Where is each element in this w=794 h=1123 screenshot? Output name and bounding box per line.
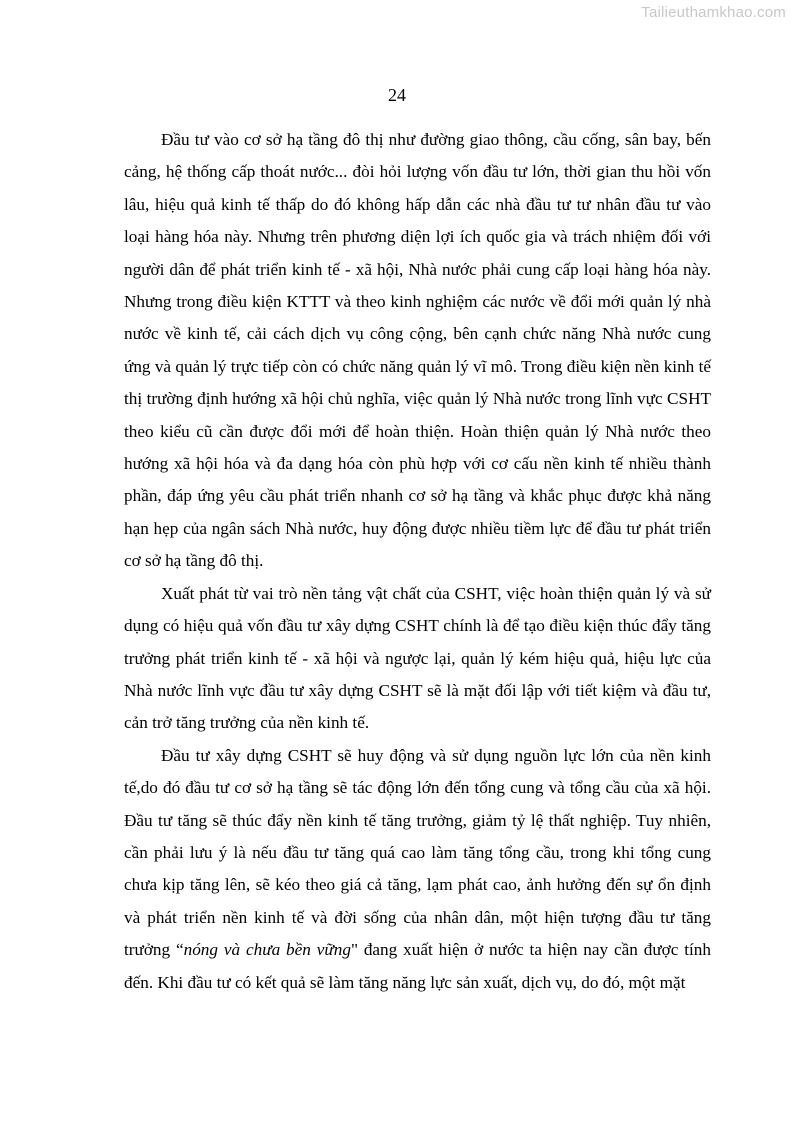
paragraph-infrastructure-investment: [124, 124, 711, 578]
paragraph-text-after-italic: " đang xuất hiện ở nước ta hiện nay cần được tính đến. Khi đầu tư có kết quả sẽ làm tăng năng lực sản xuất, dịch vụ, do đó, một mặt: [124, 940, 711, 992]
paragraph-csht-management: [124, 578, 711, 740]
paragraph-text-before-italic: Đầu tư xây dựng CSHT sẽ huy động và sử dụng nguồn lực lớn của nền kinh tế,do đó đầu tư cơ sở hạ tầng sẽ tác động lớn đến tổng cung và tổng cầu của xã hội. Đầu tư tăng sẽ thúc đẩy nền kinh tế tăng trưởng, giảm tỷ lệ thất nghiệp. Tuy nhiên, cần phải lưu ý là nếu đầu tư tăng quá cao làm tăng tổng cầu, trong khi tổng cung chưa kịp tăng lên, sẽ kéo theo giá cả tăng, lạm phát cao, ảnh hưởng đến sự ổn định và phát triển nền kinh tế và đời sống của nhân dân, một hiện tượng đầu tư tăng trưởng “: [124, 745, 711, 960]
watermark: Tailieuthamkhao.com: [641, 4, 786, 21]
paragraph-text: Đầu tư vào cơ sở hạ tầng đô thị như đường giao thông, cầu cống, sân bay, bến cảng, hệ thống cấp thoát nước... đòi hỏi lượng vốn đầu tư lớn, thời gian thu hồi vốn lâu, hiệu quả kinh tế thấp do đó không hấp dẫn các nhà đầu tư tư nhân đầu tư vào loại hàng hóa này. Nhưng trên phương diện lợi ích quốc gia và trách nhiệm đối với người dân để phát triển kinh tế - xã hội, Nhà nước phải cung cấp loại hàng hóa này. Nhưng trong điều kiện KTTT và theo kinh nghiệm các nước về đổi mới quản lý nhà nước về kinh tế, cải cách dịch vụ công cộng, bên cạnh chức năng Nhà nước cung ứng và quản lý trực tiếp còn có chức năng quản lý vĩ mô. Trong điều kiện nền kinh tế thị trường định hướng xã hội chủ nghĩa, việc quản lý Nhà nước trong lĩnh vực CSHT theo kiểu cũ cần được đổi mới để hoàn thiện. Hoàn thiện quản lý Nhà nước theo hướng xã hội hóa và đa dạng hóa còn phù hợp với cơ cấu nền kinh tế nhiều thành phần, đáp ứng yêu cầu phát triển nhanh cơ sở hạ tầng và khắc phục được khả năng hạn hẹp của ngân sách Nhà nước, huy động được nhiều tiềm lực để đầu tư phát triển cơ sở hạ tầng đô thị.: [124, 130, 711, 571]
paragraph-text: Xuất phát từ vai trò nền tảng vật chất của CSHT, việc hoàn thiện quản lý và sử dụng có hiệu quả vốn đầu tư xây dựng CSHT chính là để tạo điều kiện thúc đẩy tăng trưởng phát triển kinh tế - xã hội và ngược lại, quản lý kém hiệu quả, hiệu lực của Nhà nước lĩnh vực đầu tư xây dựng CSHT sẽ là mặt đối lập với tiết kiệm và đầu tư, cản trở tăng trưởng của nền kinh tế.: [124, 583, 711, 733]
page-number: 24: [388, 85, 406, 105]
paragraph-investment-effects: [124, 740, 711, 999]
italic-quote: nóng và chưa bền vững: [183, 940, 351, 960]
document-body: [124, 124, 711, 999]
